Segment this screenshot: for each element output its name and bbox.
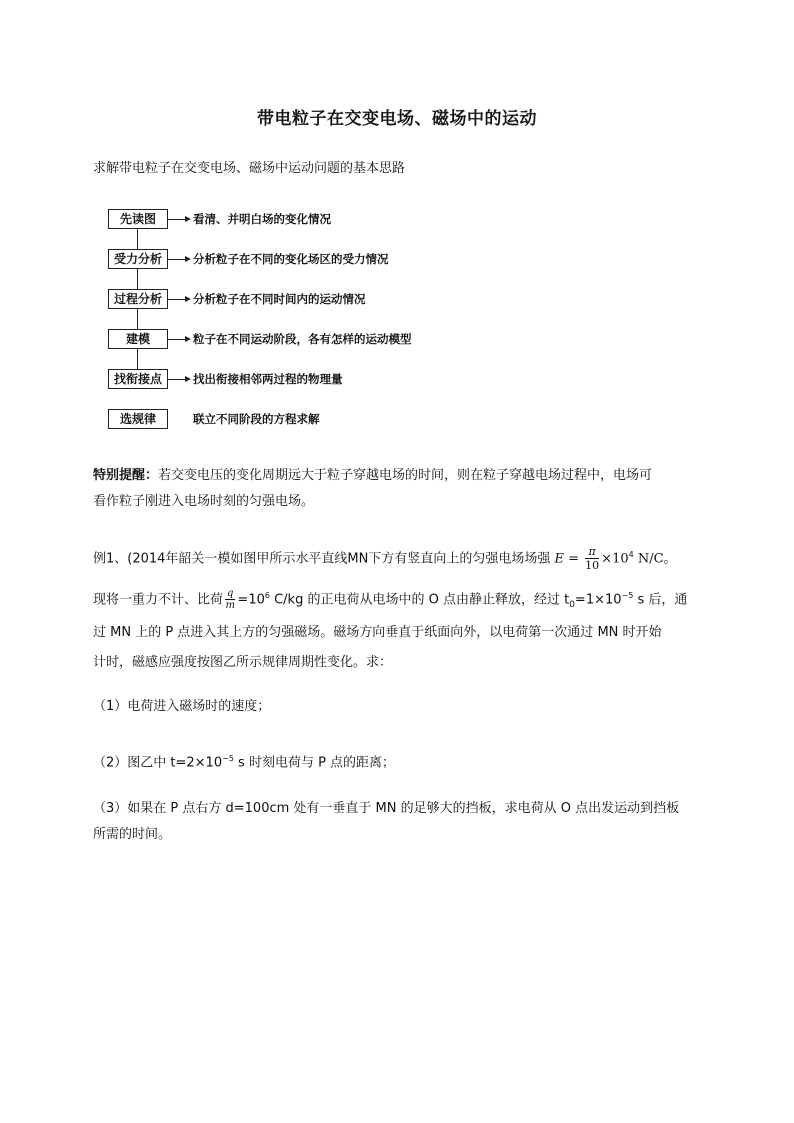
question-3-line2: 所需的时间。 bbox=[93, 827, 172, 842]
flow-text-link: 找出衔接相邻两过程的物理量 bbox=[193, 372, 343, 386]
formula-times: ×10 bbox=[601, 551, 629, 567]
example-text: 例1、(2014年韶关一模如图甲所示水平直线MN下方有竖直向上的匀强电场场强 bbox=[93, 551, 551, 567]
tip-label: 特别提醒： bbox=[93, 468, 159, 483]
arrow-right-icon bbox=[167, 339, 189, 340]
example-line1 bbox=[93, 540, 723, 574]
flow-box-model: 建模 bbox=[108, 329, 168, 349]
example-text: =10 bbox=[237, 592, 265, 608]
tip-line1: 若交变电压的变化周期远大于粒子穿越电场的时间，则在粒子穿越电场过程中，电场可 bbox=[158, 468, 653, 483]
arrow-right-icon bbox=[167, 379, 189, 380]
flow-connector bbox=[137, 228, 138, 250]
flow-text-process: 分析粒子在不同时间内的运动情况 bbox=[193, 292, 366, 306]
example-line2 bbox=[93, 583, 723, 618]
exponent: 6 bbox=[264, 591, 270, 600]
qm-fraction bbox=[225, 588, 235, 611]
flow-box-link: 找衔接点 bbox=[108, 369, 168, 389]
arrow-right-icon bbox=[167, 299, 189, 300]
flow-text-law: 联立不同阶段的方程求解 bbox=[193, 412, 320, 426]
flow-text-read: 看清、并明白场的变化情况 bbox=[193, 212, 331, 226]
formula-fraction bbox=[585, 545, 599, 572]
tip-line2: 看作粒子刚进入电场时刻的匀强电场。 bbox=[93, 494, 315, 509]
flow-box-read: 先读图 bbox=[108, 209, 168, 229]
exponent: −5 bbox=[621, 591, 634, 600]
formula-exponent: 4 bbox=[628, 550, 634, 559]
flow-box-process: 过程分析 bbox=[108, 289, 168, 309]
arrow-right-icon bbox=[167, 259, 189, 260]
example-line3: 过 MN 上的 P 点进入其上方的匀强磁场。磁场方向垂直于纸面向外，以电荷第一次通过 MN 时开始 bbox=[93, 625, 662, 640]
fraction-denominator: 10 bbox=[585, 559, 600, 573]
flow-text-model: 粒子在不同运动阶段，各有怎样的运动模型 bbox=[193, 332, 412, 346]
example-text: C/kg 的正电荷从电场中的 O 点由静止释放，经过 t bbox=[269, 592, 570, 608]
formula-unit: N/C。 bbox=[633, 551, 677, 567]
flow-box-law: 选规律 bbox=[108, 409, 168, 429]
page-title: 带电粒子在交变电场、磁场中的运动 bbox=[257, 109, 537, 129]
question-3-line1: （3）如果在 P 点右方 d=100cm 处有一垂直于 MN 的足够大的挡板，求电荷从 O 点出发运动到挡板 bbox=[93, 801, 680, 816]
flow-box-force: 受力分析 bbox=[108, 249, 168, 269]
subtitle: 求解带电粒子在交变电场、磁场中运动问题的基本思路 bbox=[93, 161, 406, 176]
example-line4: 计时，磁感应强度按图乙所示规律周期性变化。求： bbox=[93, 655, 393, 670]
question-1: （1）电荷进入磁场时的速度； bbox=[93, 699, 271, 714]
example-text: s 时刻电荷与 P 点的距离； bbox=[233, 755, 396, 771]
example-text: =1×10 bbox=[574, 592, 622, 608]
fraction-denominator: m bbox=[225, 600, 235, 612]
arrow-right-icon bbox=[167, 219, 189, 220]
fraction-numerator: π bbox=[585, 545, 599, 559]
flow-text-force: 分析粒子在不同的变化场区的受力情况 bbox=[193, 252, 389, 266]
flow-connector bbox=[137, 268, 138, 290]
question-2 bbox=[93, 746, 713, 776]
exponent: −5 bbox=[222, 754, 234, 763]
question-3 bbox=[93, 796, 713, 848]
fraction-numerator: q bbox=[227, 588, 234, 600]
formula-e-label: E = bbox=[554, 551, 580, 567]
flow-connector bbox=[137, 348, 138, 370]
flow-connector bbox=[137, 308, 138, 330]
example-text: （2）图乙中 t=2×10 bbox=[93, 755, 223, 771]
subscript: 0 bbox=[569, 599, 575, 610]
example-text: s 后，通 bbox=[633, 592, 688, 608]
tip-paragraph bbox=[93, 463, 713, 515]
example-text: 现将一重力不计、比荷 bbox=[93, 592, 224, 608]
